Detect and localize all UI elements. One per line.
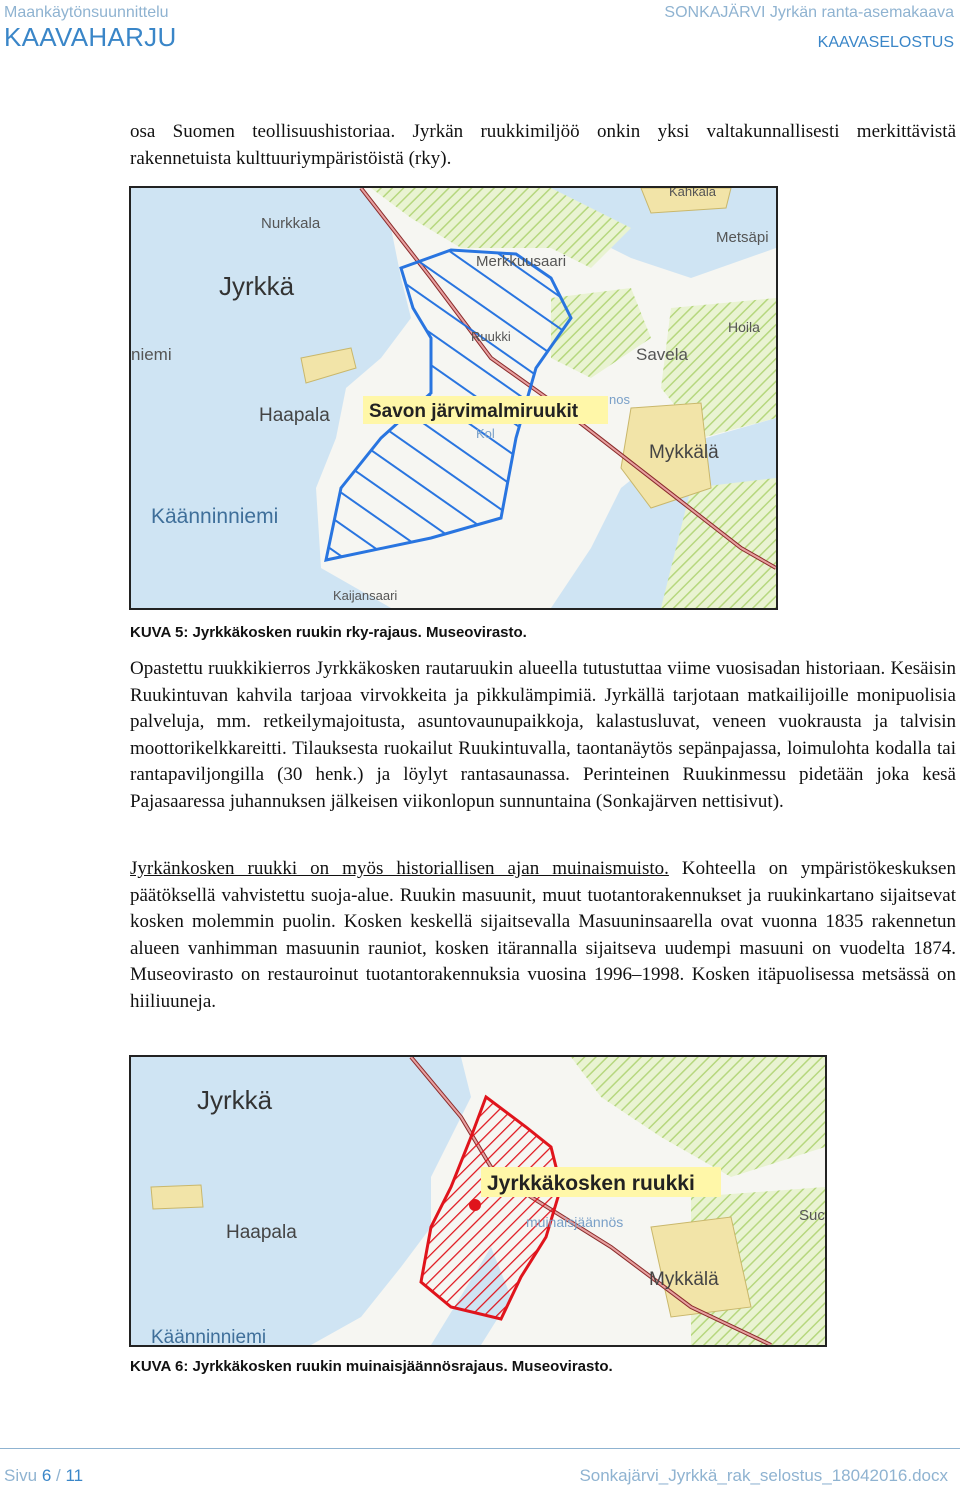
map1-label-nos: nos — [609, 392, 630, 407]
map1-label-kahkala: Kahkala — [669, 188, 716, 199]
map1-label-kaijansaari: Kaijansaari — [333, 588, 398, 603]
map1-label-haapala: Haapala — [259, 405, 330, 426]
map2-label-mykkala: Mykkälä — [649, 1269, 719, 1290]
map1-title: Savon järvimalmiruukit — [369, 401, 579, 422]
map2-title: Jyrkkäkosken ruukki — [487, 1172, 695, 1195]
map2-label-muinaisjaannos: muinaisjäännös — [526, 1214, 624, 1230]
map1-label-ruukki: Ruukki — [471, 329, 511, 344]
header-subtitle: Maankäytönsuunnittelu — [4, 4, 169, 21]
map2-label-suc: Suc — [799, 1207, 825, 1224]
header-right — [664, 4, 954, 52]
map1-label-savela: Savela — [636, 345, 688, 364]
map1-label-niemi: niemi — [131, 345, 172, 364]
map2-label-jyrkka: Jyrkkä — [197, 1085, 273, 1115]
footer-page-number — [4, 1466, 83, 1486]
map2-label-haapala: Haapala — [226, 1222, 297, 1243]
map1-label-hoila: Hoila — [728, 319, 760, 335]
caption-figure-5: KUVA 5: Jyrkkäkosken ruukin rky-rajaus. Museovirasto. — [130, 624, 527, 641]
footer-page-total: 11 — [65, 1466, 84, 1485]
map1-label-metsapi: Metsäpi — [716, 229, 769, 246]
footer-filename: Sonkajärvi_Jyrkkä_rak_selostus_18042016.docx — [579, 1466, 948, 1485]
map1-label-nurkkala: Nurkkala — [261, 215, 321, 232]
caption-figure-6: KUVA 6: Jyrkkäkosken ruukin muinaisjäännösrajaus. Museovirasto. — [130, 1358, 613, 1375]
map1-label-mykkala: Mykkälä — [649, 442, 719, 463]
footer-page-current: 6 — [41, 1466, 52, 1485]
map2-label-kaanninniemi: Käänninniemi — [151, 1327, 267, 1345]
paragraph-tourism: Opastettu ruukkikierros Jyrkkäkosken rautaruukin alueella tutustuttaa viime vuosisadan historiaan. Kesäisin Ruukintuvan kahvila tarjoaa virvokkeita ja pikkulämpimiä. Jyrkällä tarjotaan matkailijoille monipuolisia palveluja, mm. retkeilymajoitusta, asuntovaunupaikkoja, kalastusluvat, veneen vuokrausta ja talvisin moottorikelkkareitti. Tilauksesta ruokailut Ruukintuvalla, taontanäytös sepänpajassa, loimulohta kodalla tai rantapaviljongilla (30 henk.) ja löylyt rantasaunassa. Perinteinen Ruukinmessu pidetään joka kesä Pajasaaressa juhannuksen jälkeisen viikonlopun sunnuntaina (Sonkajärven nettisivut). — [130, 658, 956, 812]
map1-label-kaanninniemi: Käänninniemi — [151, 505, 279, 528]
header-project: SONKAJÄRVI Jyrkän ranta-asemakaava — [664, 4, 954, 21]
map1-label-kol: Kol — [476, 426, 495, 441]
paragraph-ancient-monument — [130, 856, 956, 1015]
intro-paragraph: osa Suomen teollisuushistoriaa. Jyrkän ruukkimiljöö onkin yksi valtakunnallisesti merkittävistä rakennetuista kulttuuriympäristöistä (rky). — [130, 121, 956, 169]
map-rky-boundary — [129, 186, 778, 610]
paragraph-ancient-monument-rest: Kohteella on ympäristökeskuksen päätöksellä vahvistettu suoja-alue. Ruukin masuunit, muut tuotantorakennukset ja ruukinkartano sijaitsevat kosken molemmin puolin. Kosken keskellä sijaitsevalla Masuuninsaarella ovat vuonna 1835 rakennetun alueen vanhimman masuunin rauniot, kosken itärannalla sijaitseva uudempi masuuni on vuodelta 1874. Museovirasto on restauroinut tuotantorakennuksia vuosina 1996–1998. Kosken itäpuolisessa metsässä on hiiliuuneja. — [130, 858, 956, 1012]
map-ancient-monument-boundary — [129, 1055, 827, 1347]
paragraph-ancient-monument-underlined: Jyrkänkosken ruukki on myös historiallisen ajan muinaismuisto. — [130, 858, 669, 879]
header-left — [4, 4, 177, 52]
footer-page-sep: / — [56, 1466, 61, 1485]
header-company: KAAVAHARJU — [4, 22, 177, 52]
map1-svg — [131, 188, 776, 608]
footer-divider — [0, 1448, 960, 1449]
header-doctype: KAAVASELOSTUS — [817, 34, 954, 51]
map2-svg — [131, 1057, 825, 1345]
footer-page-label: Sivu — [4, 1466, 38, 1485]
map1-label-merkkuusaari: Merkkuusaari — [476, 253, 567, 270]
map1-label-jyrkka: Jyrkkä — [219, 271, 295, 301]
